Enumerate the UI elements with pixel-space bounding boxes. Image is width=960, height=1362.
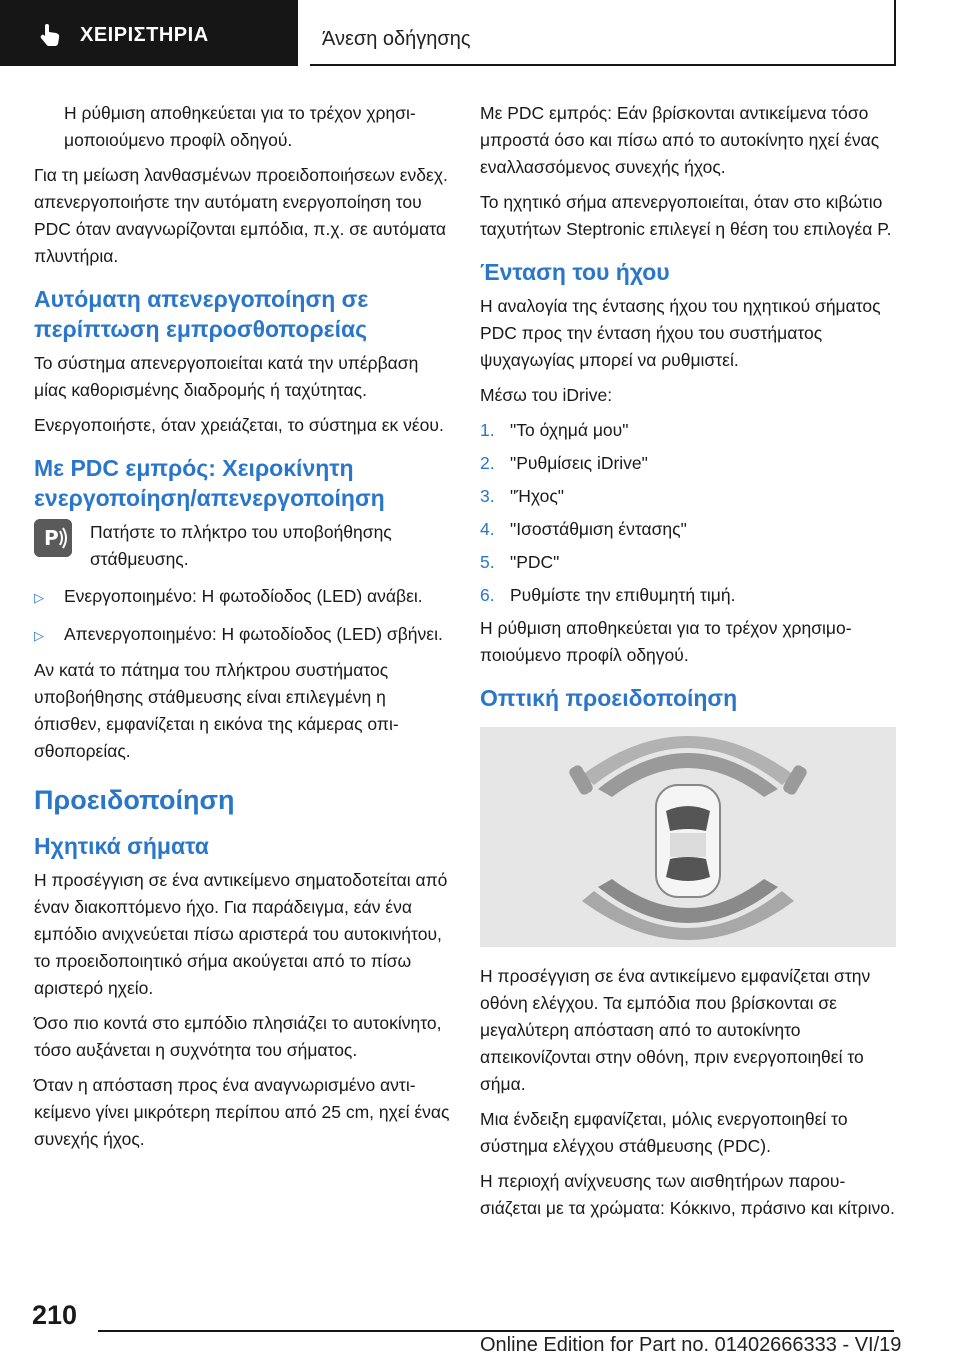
pdc-display-figure [480,727,896,947]
pdc-button-row [34,519,452,573]
left-column [34,100,452,1161]
paragraph: Με PDC εμπρός: Εάν βρίσκονται αντικείμενα τόσο μπροστά όσο και πίσω από το αυτοκίνητο ηχεί ένας εναλλασσόμενος συνεχής ήχος. [480,103,880,177]
paragraph: Το σύστημα απενεργοποιείται κατά την υπέρβαση μίας καθορισμένης διαδρομής ή ταχύτητας. [34,353,419,400]
heading-auto-deactivation: Αυτόματη απενεργοποίηση σε περίπτωση εμπροσθοπορείας [34,286,369,342]
list-item: 2. "Ρυθμίσεις iDrive" [480,453,648,473]
paragraph: Για τη μείωση λανθασμένων προειδοποιήσεων ενδεχ. απενεργοποιήστε την αυτόματη ενεργοποίηση του PDC όταν αναγνωρίζονται εμπόδια, π.χ. σε αυτόματα πλυντήρια. [34,165,448,266]
breadcrumb-box [310,0,896,66]
triangle-bullet-icon: ▷ [34,628,44,643]
heading-warning: Προειδοποίηση [34,785,235,815]
paragraph: Η ρύθμιση αποθηκεύεται για το τρέχον χρησιμοποιούμενο προφίλ οδηγού. [64,103,416,150]
heading-manual-activation: Με PDC εμπρός: Χειροκίνητη ενεργοποίηση/απενεργοποίηση [34,455,385,511]
paragraph: Όσο πιο κοντά στο εμπόδιο πλησιάζει το αυτοκίνητο, τόσο αυξάνεται η συχνότητα του σήματος. [34,1013,442,1060]
footer-edition-text: Online Edition for Part no. 01402666333 - VI/19 [480,1334,902,1356]
parking-p-icon [34,519,72,557]
svg-text:P: P [44,526,59,550]
pdc-button-text: Πατήστε το πλήκτρο του υποβοήθησης στάθμευσης. [90,522,392,569]
heading-visual-warning: Οπτική προειδοποίηση [480,685,738,711]
list-item: ▷ Απενεργοποιημένο: Η φωτοδίοδος (LED) σβήνει. [34,621,452,649]
paragraph: Αν κατά το πάτημα του πλήκτρου συστήματος υποβοήθησης στάθμευσης είναι επιλεγμένη η όπισθεν, εμφανίζεται η εικόνα της κάμερας οπισθοπορείας. [34,660,399,761]
breadcrumb: Άνεση οδήγησης [322,28,471,50]
footer-divider [98,1330,894,1332]
list-item: 5. "PDC" [480,552,560,572]
section-tab [0,0,298,66]
pdc-button-icon [34,519,72,557]
paragraph: Μέσω του iDrive: [480,385,613,405]
paragraph: Η προσέγγιση σε ένα αντικείμενο εμφανίζεται στην οθόνη ελέγχου. Τα εμπόδια που βρίσκονται σε μεγαλύτερη απόσταση από το αυτοκίνητο απεικονίζονται στην οθόνη, πριν ενεργοποιηθεί το σήμα. [480,966,871,1094]
paragraph: Μια ένδειξη εμφανίζεται, μόλις ενεργοποιηθεί το σύστημα ελέγχου στάθμευσης (PDC). [480,1109,848,1156]
list-item: 1. "Το όχημά μου" [480,420,629,440]
list-item: 3. "Ήχος" [480,486,564,506]
section-title: ΧΕΙΡΙΣΤΗΡΙΑ [80,24,209,46]
list-item: 6. Ρυθμίστε την επιθυμητή τιμή. [480,585,736,605]
paragraph: Όταν η απόσταση προς ένα αναγνωρισμένο αντικείμενο γίνει μικρότερη περίπου από 25 cm, ηχεί ένας συνεχής ήχος. [34,1075,450,1149]
paragraph: Η περιοχή ανίχνευσης των αισθητήρων παρουσιάζεται με τα χρώματα: Κόκκινο, πράσινο και κίτρινο. [480,1171,895,1218]
paragraph: Η ρύθμιση αποθηκεύεται για το τρέχον χρησιμοποιούμενο προφίλ οδηγού. [480,618,852,665]
heading-acoustic-signals: Ηχητικά σήματα [34,833,209,859]
heading-volume: Ένταση του ήχου [480,259,670,285]
paragraph: Η αναλογία της έντασης ήχου του ηχητικού σήματος PDC προς την ένταση ήχου του συστήματος ψυχαγωγίας μπορεί να ρυθμιστεί. [480,296,881,370]
step-list [480,417,900,609]
paragraph: Ενεργοποιήστε, όταν χρειάζεται, το σύστημα εκ νέου. [34,415,444,435]
triangle-bullet-icon: ▷ [34,590,44,605]
right-column [480,100,900,1230]
list-item: ▷ Ενεργοποιημένο: Η φωτοδίοδος (LED) ανάβει. [34,583,452,611]
footer-edition [480,1334,901,1357]
page-number: 210 [32,1300,78,1330]
hand-pointer-icon [38,22,64,48]
paragraph: Το ηχητικό σήμα απενεργοποιείται, όταν στο κιβώτιο ταχυτήτων Steptronic επιλεγεί η θέση του επιλογέα P. [480,192,892,239]
paragraph: Η προσέγγιση σε ένα αντικείμενο σηματοδοτείται από έναν διακοπτόμενο ήχο. Για παράδειγμα, εάν ένα εμπόδιο ανιχνεύεται πίσω αριστερά του αυτοκινήτου, το προειδοποιητικό σήμα ακούγεται από το πίσω αριστερό ηχείο. [34,870,448,998]
list-item: 4. "Ισοστάθμιση έντασης" [480,519,687,539]
car-sensor-illustration [480,727,896,947]
